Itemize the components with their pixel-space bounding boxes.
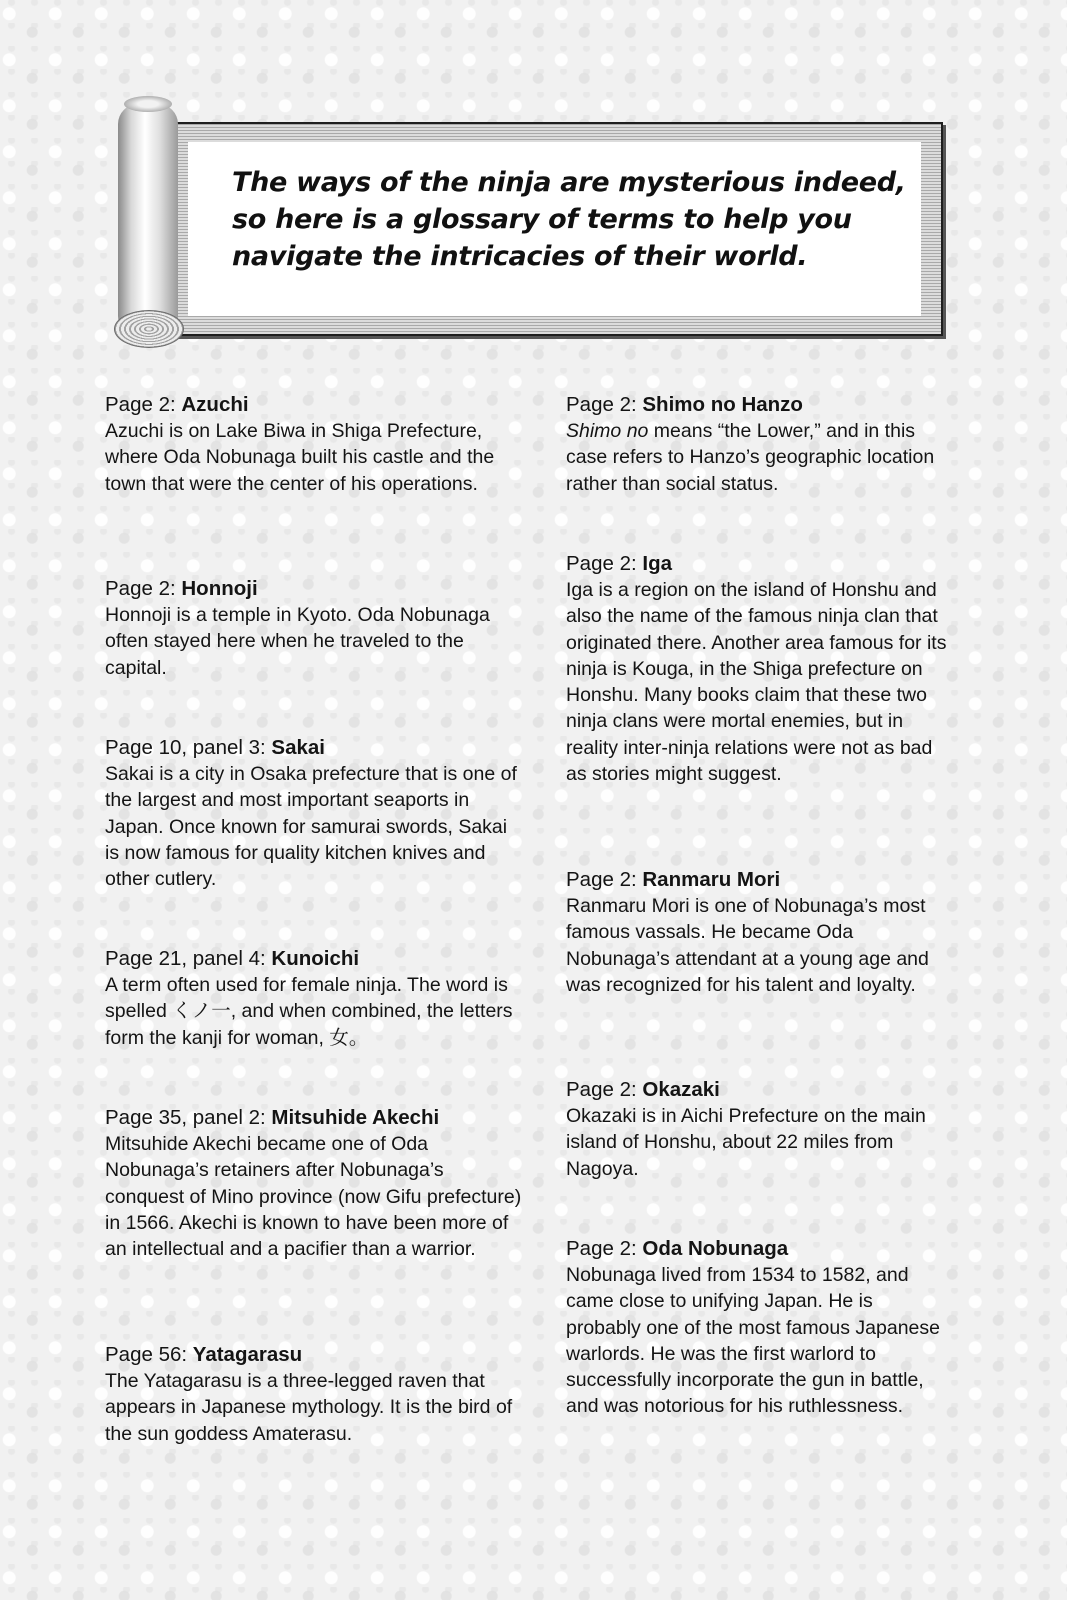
intro-text: The ways of the ninja are mysterious indeed, so here is a glossary of terms to help you navigate the intricacies of their world.	[232, 167, 906, 272]
entry-heading	[566, 392, 951, 418]
entry-page-ref: Page 2:	[105, 393, 176, 416]
entry-page-ref: Page 2:	[566, 552, 637, 575]
glossary-entry-okazaki	[566, 1077, 951, 1182]
entry-heading	[105, 1342, 525, 1368]
entry-heading	[105, 392, 525, 418]
glossary-entry-yatagarasu	[105, 1342, 525, 1447]
entry-definition: Ranmaru Mori is one of Nobunaga’s most famous vassals. He became Oda Nobunaga’s attendant at a young age and was recognized for his talent and loyalty.	[566, 895, 929, 996]
entry-heading	[566, 867, 951, 893]
entry-page-ref: Page 10, panel 3:	[105, 736, 266, 759]
entry-page-ref: Page 2:	[566, 393, 637, 416]
entry-term: Azuchi	[181, 393, 249, 416]
entry-term: Sakai	[271, 736, 325, 759]
entry-definition: The Yatagarasu is a three-legged raven that appears in Japanese mythology. It is the bird of the sun goddess Amaterasu.	[105, 1370, 513, 1445]
entry-page-ref: Page 56:	[105, 1343, 188, 1366]
scroll-rod-bottom-cap-icon	[114, 310, 184, 348]
scroll-rod-top-cap-icon	[124, 96, 172, 112]
entry-heading	[105, 946, 525, 972]
entry-definition: Okazaki is in Aichi Prefecture on the main island of Honshu, about 22 miles from Nagoya.	[566, 1105, 926, 1180]
entry-definition: A term often used for female ninja. The word is spelled くノ一, and when combined, the letters form the kanji for woman, 女。	[105, 974, 513, 1049]
entry-page-ref: Page 35, panel 2:	[105, 1106, 266, 1129]
entry-heading	[105, 1105, 525, 1131]
entry-definition: Nobunaga lived from 1534 to 1582, and came close to unifying Japan. He is probably one of the most famous Japanese warlords. He was the first warlord to successfully incorporate the gun in battle, and was notorious for his ruthlessness.	[566, 1264, 940, 1418]
entry-term: Ranmaru Mori	[642, 868, 781, 891]
entry-definition: Mitsuhide Akechi became one of Oda Nobunaga’s retainers after Nobunaga’s conquest of Mino province (now Gifu prefecture) in 1566. Akechi is known to have been more of an intellectual and a pacifier than a warrior.	[105, 1133, 522, 1261]
glossary-entry-shimo-no-hanzo	[566, 392, 951, 497]
entry-heading	[566, 551, 951, 577]
entry-heading	[566, 1236, 951, 1262]
entry-definition-text: means “the Lower,” and in this case refers to Hanzo’s geographic location rather than social status.	[566, 420, 935, 495]
entry-page-ref: Page 21, panel 4:	[105, 947, 266, 970]
entry-heading	[566, 1077, 951, 1103]
glossary-entry-kunoichi	[105, 946, 525, 1051]
entry-definition: Azuchi is on Lake Biwa in Shiga Prefecture, where Oda Nobunaga built his castle and the town that were the center of his operations.	[105, 420, 495, 495]
scroll-banner	[112, 96, 957, 348]
scroll-rod-icon	[118, 104, 178, 336]
glossary-entry-oda-nobunaga	[566, 1236, 951, 1420]
entry-italic-term: Shimo no	[566, 420, 649, 442]
entry-page-ref: Page 2:	[566, 868, 637, 891]
glossary-entry-honnoji	[105, 576, 525, 681]
entry-heading	[105, 576, 525, 602]
glossary-entry-sakai	[105, 735, 525, 892]
entry-definition: Iga is a region on the island of Honshu and also the name of the famous ninja clan that originated there. Another area famous for its ninja is Kouga, in the Shiga prefecture on Honshu. Many books claim that these two ninja clans were mortal enemies, but in reality inter-ninja relations were not as bad as stories might suggest.	[566, 579, 947, 786]
entry-term: Honnoji	[181, 577, 258, 600]
glossary-entry-azuchi	[105, 392, 525, 497]
entry-definition	[566, 418, 951, 497]
entry-definition: Honnoji is a temple in Kyoto. Oda Nobunaga often stayed here when he traveled to the capital.	[105, 604, 490, 679]
entry-page-ref: Page 2:	[566, 1078, 637, 1101]
entry-heading	[105, 735, 525, 761]
entry-definition: Sakai is a city in Osaka prefecture that is one of the largest and most important seaports in Japan. Once known for samurai swords, Sakai is now famous for quality kitchen knives and other cutlery.	[105, 763, 517, 891]
entry-term: Iga	[642, 552, 672, 575]
entry-term: Oda Nobunaga	[642, 1237, 789, 1260]
glossary-entry-iga	[566, 551, 951, 787]
entry-term: Mitsuhide Akechi	[271, 1106, 440, 1129]
entry-term: Shimo no Hanzo	[642, 393, 803, 416]
entry-page-ref: Page 2:	[566, 1237, 637, 1260]
entry-term: Kunoichi	[271, 947, 360, 970]
entry-term: Yatagarasu	[192, 1343, 303, 1366]
glossary-entry-mitsuhide-akechi	[105, 1105, 525, 1262]
entry-page-ref: Page 2:	[105, 577, 176, 600]
glossary-entry-ranmaru-mori	[566, 867, 951, 998]
entry-term: Okazaki	[642, 1078, 720, 1101]
